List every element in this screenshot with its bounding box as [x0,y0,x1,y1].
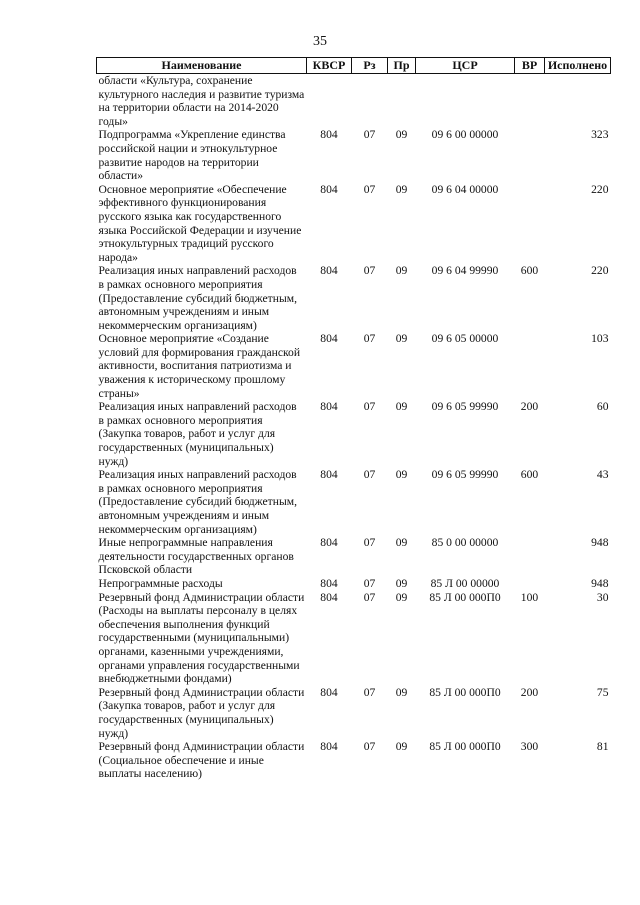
table-row [97,740,611,781]
row-rz: 07 [363,740,376,754]
table-row [97,686,611,740]
row-rz: 07 [363,468,376,482]
table-row [97,577,611,591]
row-name: Подпрограмма «Укрепление единства российской нации и этнокультурное развитие народов на территории области» [98,128,286,183]
row-amount: 81 [596,740,609,754]
table-row [97,591,611,686]
row-vr [515,332,545,400]
row-kvsr: 804 [320,468,338,482]
row-amount: 60 [596,400,609,414]
row-amount: 220 [591,182,609,196]
budget-table [96,57,611,781]
row-name: Основное мероприятие «Обеспечение эффективного функционирования русского языка как государственного языка Российской Федерации и изучение этнокультурных традиций русского народа» [98,182,302,264]
row-amount: 30 [596,590,609,604]
table-row [97,332,611,400]
row-pr: 09 [395,264,408,278]
row-csr: 09 6 04 99990 [431,264,499,278]
row-vr: 200 [520,400,539,414]
table-row [97,536,611,577]
row-csr: 09 6 05 99990 [431,468,499,482]
table-row [97,128,611,182]
row-kvsr: 804 [320,264,338,278]
row-amount: 220 [591,264,609,278]
row-pr: 09 [395,740,408,754]
row-name: Основное мероприятие «Создание условий для формирования гражданской активности, воспитания патриотизма и уважения к историческому прошлому страны» [98,332,301,400]
row-kvsr: 804 [320,536,338,550]
row-pr: 09 [395,400,408,414]
row-pr: 09 [395,590,408,604]
header-rz: Рз [352,58,388,74]
row-csr: 09 6 04 00000 [431,182,499,196]
row-rz: 07 [363,182,376,196]
table-body [97,74,611,781]
row-vr: 600 [520,468,539,482]
table-row [97,468,611,536]
row-vr: 300 [520,740,539,754]
row-csr: 85 Л 00 000П0 [429,740,501,754]
table-header [97,58,611,74]
row-vr [515,183,545,265]
row-vr [515,128,545,182]
row-kvsr: 804 [320,182,338,196]
row-csr: 85 0 00 00000 [431,536,499,550]
row-pr [388,74,416,129]
row-csr: 09 6 05 00000 [431,332,499,346]
row-rz: 07 [363,536,376,550]
row-kvsr [307,74,352,129]
header-vr: ВР [515,58,545,74]
row-pr: 09 [395,468,408,482]
row-rz: 07 [363,685,376,699]
row-rz: 07 [363,332,376,346]
row-csr: 85 Л 00 000П0 [429,685,501,699]
row-pr: 09 [395,685,408,699]
row-csr: 09 6 00 00000 [431,128,499,142]
row-csr: 85 Л 00 00000 [430,576,500,590]
header-csr: ЦСР [416,58,515,74]
row-name: области «Культура, сохранение культурного наследия и развитие туризма на территории области на 2014-2020 годы» [98,74,305,128]
header-done: Исполнено [545,58,611,74]
row-vr: 600 [520,264,539,278]
table-row [97,264,611,332]
row-kvsr: 804 [320,400,338,414]
row-rz: 07 [363,400,376,414]
row-rz: 07 [363,590,376,604]
table-row [97,183,611,265]
row-amount: 103 [591,332,609,346]
table-row [97,74,611,129]
row-amount [545,74,611,129]
row-vr: 100 [520,590,539,604]
row-pr: 09 [395,576,408,590]
row-kvsr: 804 [320,740,338,754]
row-rz: 07 [363,128,376,142]
row-name: Резервный фонд Администрации области (Расходы на выплаты персоналу в целях обеспечения выполнения функций государственными (муниципальными) органами, казенными учреждениями, органами управления государственными внебюджетными фондами) [98,590,305,686]
row-kvsr: 804 [320,576,338,590]
header-kvsr: КВСР [307,58,352,74]
page-number: 35 [313,34,327,49]
row-pr: 09 [395,128,408,142]
header-name: Наименование [97,58,307,74]
row-name: Резервный фонд Администрации области (Закупка товаров, работ и услуг для государственных (муниципальных) нужд) [98,685,305,740]
row-rz: 07 [363,576,376,590]
row-vr [515,74,545,129]
row-pr: 09 [395,536,408,550]
row-amount: 43 [596,468,609,482]
row-kvsr: 804 [320,128,338,142]
row-rz [352,74,388,129]
row-amount: 948 [591,576,609,590]
row-vr [515,536,545,577]
row-pr: 09 [395,182,408,196]
row-amount: 948 [591,536,609,550]
row-name: Реализация иных направлений расходов в рамках основного мероприятия (Закупка товаров, работ и услуг для государственных (муниципальных) нужд) [98,400,297,468]
row-vr: 200 [520,685,539,699]
row-pr: 09 [395,332,408,346]
row-name: Иные непрограммные направления деятельности государственных органов Псковской области [98,536,294,577]
row-vr [515,577,545,591]
row-name: Реализация иных направлений расходов в рамках основного мероприятия (Предоставление субсидий бюджетным, автономным учреждениям и иным некоммерческим организациям) [98,264,297,332]
row-name: Реализация иных направлений расходов в рамках основного мероприятия (Предоставление субсидий бюджетным, автономным учреждениям и иным некоммерческим организациям) [98,468,297,536]
row-csr: 85 Л 00 000П0 [429,590,501,604]
row-rz: 07 [363,264,376,278]
row-amount: 75 [596,685,609,699]
row-amount: 323 [591,128,609,142]
row-kvsr: 804 [320,590,338,604]
row-kvsr: 804 [320,685,338,699]
table-row [97,400,611,468]
row-name: Непрограммные расходы [98,576,223,590]
header-pr: Пр [388,58,416,74]
row-kvsr: 804 [320,332,338,346]
row-csr: 09 6 05 99990 [431,400,499,414]
row-name: Резервный фонд Администрации области (Социальное обеспечение и иные выплаты населению) [98,740,305,781]
row-csr [416,74,515,129]
